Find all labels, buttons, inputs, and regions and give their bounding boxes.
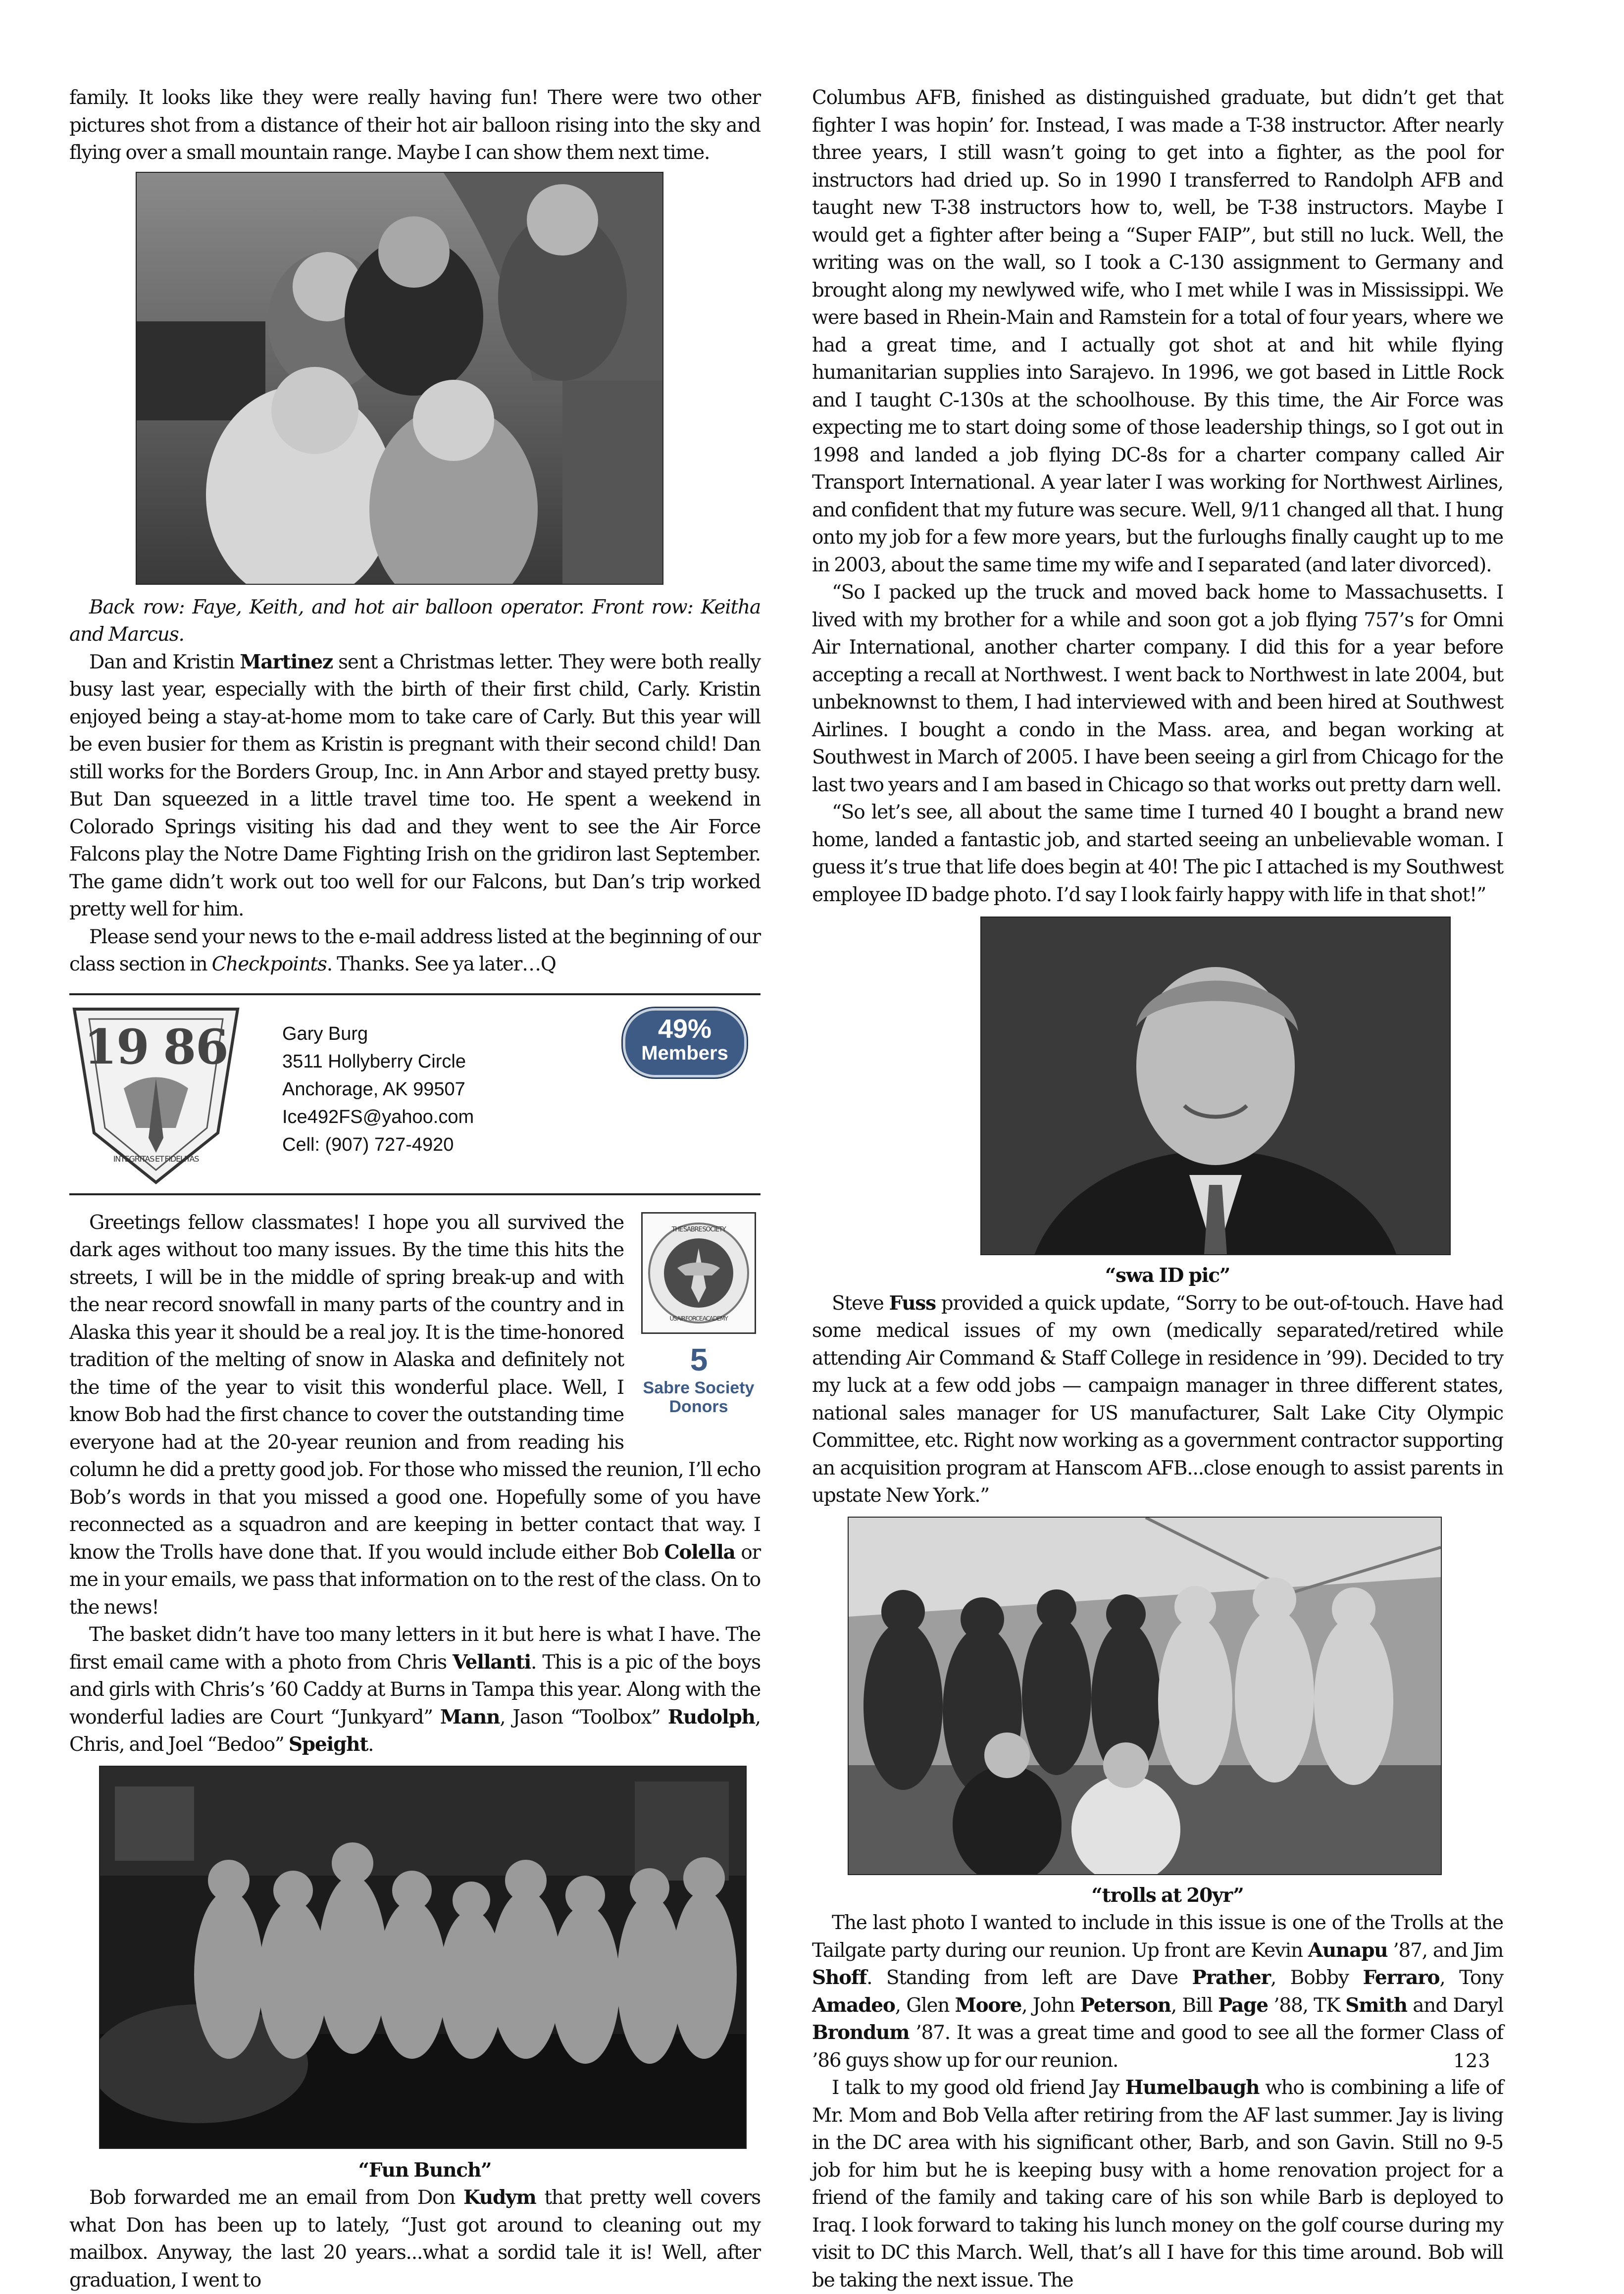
name-smith: Smith <box>1345 1993 1407 2017</box>
name-peterson: Peterson <box>1080 1993 1171 2017</box>
name-shoff: Shoff <box>812 1966 867 1989</box>
photo-fun-bunch <box>99 1766 747 2149</box>
name-speight: Speight <box>288 1733 368 1756</box>
class-crest-icon <box>69 1004 243 1187</box>
text-run: I talk to my good old friend Jay <box>832 2077 1125 2099</box>
svg-text:19: 19 <box>84 1019 149 1075</box>
text-run: provided a quick update, “Sorry to be out-of-touch. Have had some medical issues of my own (medically separated/retired while attending Air Command & Staff College in residence in ’99). Decided to try my luck at a few odd jobs — campaign manager in three different states, national sales manager for US manufacturer, Salt Lake City Olympic Committee, etc. Right now working as a government contractor supporting an acquisition program at Hanscom AFB...close enough to assist parents in upstate New York.” <box>812 1292 1504 1507</box>
text-run: Steve <box>832 1292 889 1315</box>
text-run: sent a Christmas letter. They were both really busy last year, especially with the birth of their first child, Carly. Kristin enjoyed being a stay-at-home mom to take care of Carly. But this year will be even busier for them as Kristin is pregnant with their second child! Dan still works for the Borders Group, Inc. in Ann Arbor and stayed pretty busy. But Dan squeezed in a little travel time too. He spent a weekend in Colorado Springs visiting his dad and they went to see the Air Force Falcons play the Notre Dame Fighting Irish on the gridiron last September. The game didn’t work out too well for our Falcons, but Dan’s trip worked pretty well for him. <box>69 651 761 920</box>
members-percent-badge <box>623 1008 747 1077</box>
contact-street: 3511 Hollyberry Circle <box>282 1051 466 1072</box>
paragraph-columbus: Columbus AFB, finished as distinguished graduate, but didn’t get that fighter I was hopin’ for. Instead, I was made a T-38 instructor. After nearly three years, I still wasn’t going to get into a fighter, as the pool for instructors had dried up. So in 1990 I transferred to Randolph AFB and taught new T-38 instructors how to, well, be T-38 instructors. Maybe I would get a fighter after being a “Super FAIP”, but still no luck. Well, the writing was on the wall, so I took a C-130 assignment to Germany and brought along my newlywed wife, who I met while I was in Mississippi. We were based in Rhein-Main and Ramstein for a total of four years, where we had a great time, and I actually got shot at and hit while flying humanitarian supplies into Sarajevo. In 1996, we got based in Little Rock and I taught C-130s at the schoolhouse. By this time, the Air Force was expecting me to start doing some of those leadership things, so I got out in 1998 and landed a job flying DC-8s for a charter company called Air Transport International. A year later I was working for Northwest Airlines, and confident that my future was secure. Well, 9/11 changed all that. I hung onto my job for a few more years, but the furloughs finally caught up to me in 2003, about the same time my wife and I separated (and later divorced). <box>812 87 1503 576</box>
class-1986-header <box>69 995 761 1193</box>
photo-swa-caption: “swa ID pic” <box>1105 1264 1230 1287</box>
paragraph-turned-40: “So let’s see, all about the same time I turned 40 I bought a brand new home, landed a fantastic job, and started seeing an unbelievable woman. I guess it’s true that life does begin at 40! The pic I attached is my Southwest employee ID badge photo. I’d say I look fairly happy with life in that shot!” <box>812 801 1503 906</box>
text-run: , Bill <box>1170 1994 1218 2017</box>
svg-text:86: 86 <box>163 1019 228 1075</box>
name-ferraro: Ferraro <box>1363 1966 1440 1989</box>
text-run: ’88, TK <box>1268 1994 1346 2017</box>
text-run: and Daryl <box>1407 1994 1504 2017</box>
name-rudolph: Rudolph <box>667 1705 755 1729</box>
text-run: . This is a pic of the boys and girls with Chris’s ’60 Caddy at Burns in Tampa this year. Along with the wonderful ladies are Court “Junkyard” <box>69 1651 761 1729</box>
photo-trolls-caption: “trolls at 20yr” <box>1091 1884 1244 1907</box>
text-run: , Tony <box>1439 1967 1503 1989</box>
paragraph-massachusetts: “So I packed up the truck and moved back home to Massachusetts. I lived with my brother for a while and soon got a job flying 757’s for Omni Air International, another charter company. I did this for a year before accepting a recall at Northwest. I went back to Northwest in late 2004, but unbeknownst to them, I had interviewed with and been hired at Southwest Airlines. I bought a condo in the Mass. area, and began working at Southwest in March of 2005. I have been seeing a girl from Chicago for the last two years and I am based in Chicago so that works out pretty darn well. <box>812 581 1503 796</box>
contact-phone: Cell: (907) 727-4920 <box>282 1134 454 1155</box>
text-run: Please send your news to the e-mail address listed at the beginning of our class section in <box>69 925 761 975</box>
members-label: Members <box>641 1042 728 1064</box>
text-run: The last photo I wanted to include in this issue is one of the Trolls at the Tailgate party during our reunion. Up front are Kevin <box>812 1912 1503 1962</box>
text-run: . <box>368 1733 374 1756</box>
text-run: or me in your emails, we pass that information on to the rest of the class. On to the news! <box>69 1541 761 1619</box>
text-run: , Bobby <box>1270 1967 1363 1989</box>
contact-email[interactable]: Ice492FS@yahoo.com <box>282 1106 474 1127</box>
svg-text:INTEGRITAS ET FIDELITAS: INTEGRITAS ET FIDELITAS <box>113 1154 199 1164</box>
paragraph-martinez <box>69 649 761 923</box>
name-kudym: Kudym <box>463 2186 536 2209</box>
svg-text:US AIR FORCE ACADEMY: US AIR FORCE ACADEMY <box>669 1315 728 1322</box>
text-run: , Jason “Toolbox” <box>500 1706 668 1729</box>
text-run: , Chris, and Joel “Bedoo” <box>69 1706 761 1756</box>
name-page: Page <box>1218 1993 1268 2017</box>
photo-swa-id <box>980 917 1451 1255</box>
text-run: . Standing from left are Dave <box>866 1967 1192 1989</box>
paragraph-fuss <box>812 1290 1503 1510</box>
paragraph-basket <box>69 1621 761 1759</box>
text-run: that pretty well covers what Don has been up to lately, “Just got around to cleaning out my mailbox. Anyway, the last 20 years...what a sordid tale it is! Well, after graduation, I went to <box>69 2187 761 2292</box>
photo-trolls <box>848 1517 1442 1875</box>
text-run: who is combining a life of Mr. Mom and Bob Vella after retiring from the AF last summer. Jay is living in the DC area with his significant other, Barb, and son Gavin. Still no 9-5 job for him but he is keeping busy with a home renovation project for a friend of the family and taking care of his son while Barb is deployed to Iraq. I look forward to taking his lunch money on the golf course during my visit to DC this March. Well, that’s all I have for this time around. Bob will be taking the next issue. The <box>812 2077 1503 2292</box>
publication-checkpoints: Checkpoints <box>211 953 327 975</box>
name-brondum: Brondum <box>812 2021 910 2044</box>
photo-balloon-caption: Back row: Faye, Keith, and hot air balloon operator. Front row: Keitha and Marcus. <box>69 596 761 646</box>
name-colella: Colella <box>664 1540 735 1564</box>
sabre-donor-count: 5 <box>690 1341 708 1377</box>
photo-balloon-family <box>136 172 663 585</box>
page-number: 123 <box>1453 2050 1491 2072</box>
sabre-label-line1: Sabre Society <box>643 1378 755 1397</box>
contact-name: Gary Burg <box>282 1023 368 1044</box>
text-run: Greetings fellow classmates! I hope you all survived the dark ages without too many issues. By the time this hits the streets, I will be in the middle of spring break-up and with the near record snowfall in many parts of the country and in Alaska this year it should be a real joy. It is the time-honored tradition of the melting of snow in Alaska and definitely not the time of the year to visit this wonderful place. Well, I know Bob had the first chance to cover the outstanding time everyone had at the 20-year reunion and from reading his column he did a pretty good job. For those who missed the reunion, I’ll echo Bob’s words in that you missed a good one. Hopefully some of you have reconnected as a squadron and are keeping in better contact that way. I know the Trolls have done that. If you would include either Bob <box>69 1211 761 1564</box>
text-run: , Glen <box>895 1994 955 2017</box>
members-percent: 49% <box>658 1014 712 1044</box>
sabre-society-box <box>637 1212 761 1445</box>
text-run: ’87. It was a great time and good to see all the former Class of ’86 guys show up for our reunion. <box>812 2022 1503 2072</box>
name-mann: Mann <box>440 1705 500 1729</box>
sabre-label-line2: Donors <box>669 1397 728 1416</box>
right-column <box>812 84 1503 2294</box>
paragraph-balloon: family. It looks like they were really having fun! There were two other pictures shot from a distance of their hot air balloon rising into the sky and flying over a small mountain range. Maybe I can show them next time. <box>69 87 761 164</box>
name-aunapu: Aunapu <box>1308 1938 1388 1962</box>
name-moore: Moore <box>955 1993 1022 2017</box>
text-run: Dan and Kristin <box>89 651 240 673</box>
left-column <box>69 84 761 2294</box>
contact-city: Anchorage, AK 99507 <box>282 1078 465 1100</box>
class-column-body <box>69 1209 761 1759</box>
text-run: , John <box>1021 1994 1080 2017</box>
paragraph-send-news <box>69 923 761 978</box>
sabre-society-seal-icon <box>641 1212 756 1334</box>
name-martinez: Martinez <box>240 650 333 673</box>
paragraph-tailgate <box>812 1909 1503 2074</box>
paragraph-kudym <box>69 2184 761 2294</box>
svg-text:THE SABRE SOCIETY: THE SABRE SOCIETY <box>671 1225 726 1233</box>
name-fuss: Fuss <box>889 1291 936 1315</box>
text-run: The basket didn’t have too many letters in it but here is what I have. The first email came with a photo from Chris <box>69 1624 761 1674</box>
photo-fun-bunch-caption: “Fun Bunch” <box>358 2158 492 2182</box>
text-run: ’87, and Jim <box>1387 1939 1503 1962</box>
text-run: Bob forwarded me an email from Don <box>89 2187 463 2209</box>
text-run: . Thanks. See ya later…Q <box>326 953 556 975</box>
section-divider-bottom <box>69 1193 761 1195</box>
name-amadeo: Amadeo <box>812 1993 895 2017</box>
name-humelbaugh: Humelbaugh <box>1125 2076 1260 2099</box>
paragraph-humelbaugh <box>812 2074 1503 2294</box>
name-vellanti: Vellanti <box>453 1650 531 1674</box>
class-contact-info <box>282 1020 474 1159</box>
name-prather: Prather <box>1192 1966 1270 1989</box>
